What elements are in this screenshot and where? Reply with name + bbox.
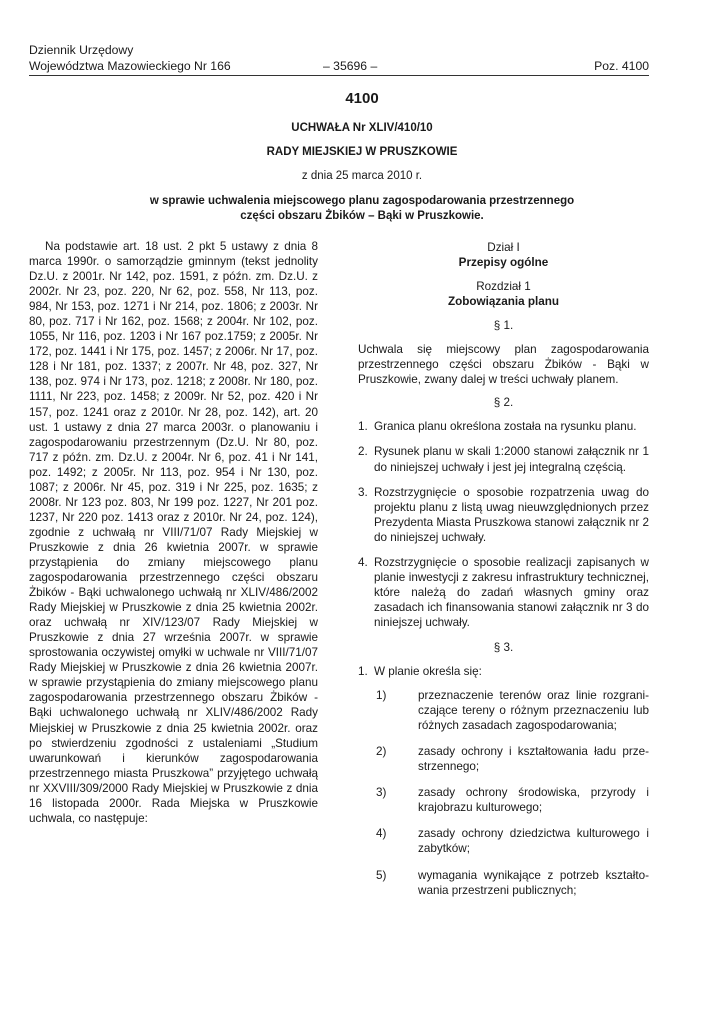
section-3-list	[358, 688, 649, 898]
item-text: przeznaczenie terenów oraz linie rozgraniczające tereny o różnym przeznaczeniu lub różnych zasadach zagospodarowania;	[418, 689, 649, 733]
section-1-text: Uchwala się miejscowy plan zagospodarowania przestrzennego części obszaru Żbików - Bąki w Pruszkowie, zwany dalej w treści uchwały planem.	[358, 343, 649, 387]
item-number: 1)	[376, 689, 387, 703]
left-column	[29, 239, 318, 826]
item-number: 4)	[376, 827, 387, 841]
section-3-mark: § 3.	[493, 640, 514, 654]
section-2-list	[358, 419, 649, 630]
item-text: wymagania wynikające z potrzeb kształtowania przestrzeni publicznych;	[418, 868, 649, 897]
division-title: Przepisy ogólne	[458, 256, 549, 270]
right-column	[358, 240, 649, 909]
resolution-date: z dnia 25 marca 2010 r.	[301, 170, 423, 182]
item-text: Rozstrzygnięcie o sposobie realizacji zapisanych w planie inwestycji z zakresu infrastruktury technicznej, które należą do zadań własnych gminy oraz zasadach ich finansowania stanowi załącznik nr 3 do niniejszej uchwały.	[374, 555, 649, 629]
list-item	[358, 485, 649, 545]
item-number: 1.	[358, 420, 368, 434]
journal-region: Województwa Mazowieckiego Nr 166	[29, 59, 231, 73]
item-text: Rozstrzygnięcie o sposobie rozpatrzenia uwag do projektu planu z listą uwag nieuwzględnionych przez Prezydenta Miasta Pruszkowa stanowi załącznik nr 2 do niniejszej uchwały.	[374, 485, 649, 544]
item-number: 4.	[358, 555, 368, 569]
list-item	[358, 444, 649, 474]
list-item	[358, 419, 649, 434]
preamble-paragraph: Na podstawie art. 18 ust. 2 pkt 5 ustawy z dnia 8 marca 1990r. o samorządzie gminnym (tekst jednolity Dz.U. z 2001r. Nr 142, poz. 1591, z późn. zm. Dz.U. z 2002r. Nr 23, poz. 220, Nr 62, poz. 558, Nr 113, poz. 984, Nr 153, poz. 1271 i Nr 214, poz. 1806; z 2003r. Nr 80, poz. 717 i Nr 162, poz. 1568; z 2004r. Nr 102, poz. 1055, Nr 116, poz. 1203 i Nr 167 poz.1759; z 2005r. Nr 172, poz. 1441 i Nr 175, poz. 1457; z 2006r. Nr 17, poz. 128 i Nr 181, poz. 1337; z 2007r. Nr 48, poz. 327, Nr 138, poz. 974 i Nr 173, poz. 1218; z 2008r. Nr 180, poz. 1111, Nr 223, poz. 1458; z 2009r. Nr 52, poz. 420 i Nr 157, poz. 1241 oraz z 2010r. Nr 28, poz. 142), art. 20 ust. 1 ustawy z dnia 27 marca 2003r. o planowaniu i zagospodarowaniu przestrzennym (Dz.U. Nr 80, poz. 717 z późn. zm. Dz.U. z 2004r. Nr 6, poz. 41 i Nr 141, poz. 1492; z 2005r. Nr 113, poz. 954 i Nr 130, poz. 1087; z 2006r. Nr 45, poz. 319 i Nr 225, poz. 1635; z 2008r. Nr 123 poz. 803, Nr 199 poz. 1227, Nr 201 poz. 1237, Nr 220 poz. 1413 oraz z 2010r. Nr 24, poz. 124), zgodnie z uchwałą nr VIII/71/07 Rady Miejskiej w Pruszkowie z dnia 26 kwietnia 2007r. w sprawie przystąpienia do zmiany miejscowego planu zagospodarowania przestrzennego części obszaru Żbików - Bąki uchwalonego uchwałą nr XLIV/486/2002 Rady Miejskiej w Pruszkowie z dnia 25 kwietnia 2002r. oraz uchwałą nr XIV/123/07 Rady Miejskiej w Pruszkowie z dnia 27 września 2007r. w sprawie sprostowania oczywistej omyłki w uchwale nr VIII/71/07 Rady Miejskiej w Pruszkowie z dnia 26 kwietnia 2007r. w sprawie przystąpienia do zmiany miejscowego planu zagospodarowania przestrzennego obszaru Żbików - Bąki uchwalonego uchwałą nr XLIV/486/2002 Rady Miejskiej w Pruszkowie z dnia 25 kwietnia 2002r. oraz po stwierdzeniu zgodności z ustaleniami „Studium uwarunkowań i kierunków zagospodarowania przestrzennego miasta Pruszkowa” przyjętego uchwałą nr XXVIII/309/2000 Rady Miejskiej w Pruszkowie z dnia 16 listopada 2000r. Rada Miejska w Pruszkowie uchwala, co następuje:	[29, 240, 318, 825]
item-text: zasady ochrony dziedzictwa kulturowego i zabytków;	[418, 827, 649, 856]
subject-line-1: w sprawie uchwalenia miejscowego planu zagospodarowania przestrzennego	[149, 195, 575, 207]
item-number: 2.	[358, 445, 368, 459]
chapter-label: Rozdział 1	[476, 280, 531, 294]
council-title: RADY MIEJSKIEJ W PRUSZKOWIE	[266, 146, 458, 158]
page-number: – 35696 –	[323, 59, 378, 73]
item-text: W planie określa się:	[374, 665, 482, 679]
section-1-mark: § 1.	[493, 319, 514, 333]
list-item	[358, 868, 649, 898]
page-header	[29, 42, 649, 74]
list-item	[358, 688, 649, 733]
item-number: 3.	[358, 485, 368, 499]
list-item	[358, 555, 649, 630]
resolution-title: UCHWAŁA Nr XLIV/410/10	[291, 122, 433, 134]
item-number: 3)	[376, 786, 387, 800]
division-label: Dział I	[487, 241, 520, 254]
item-text: Granica planu określona została na rysunku planu.	[374, 420, 637, 434]
item-number: 1.	[358, 665, 368, 679]
list-item	[358, 785, 649, 815]
subject-line-2: części obszaru Żbików – Bąki w Pruszkowie.	[240, 210, 484, 222]
header-divider	[29, 75, 649, 76]
item-number: 5)	[376, 868, 387, 882]
resolution-subject	[60, 194, 664, 224]
item-text: zasady ochrony środowiska, przyrody i krajobrazu kulturowego;	[418, 786, 649, 815]
item-number: 2)	[376, 745, 387, 759]
journal-name: Dziennik Urzędowy	[29, 43, 134, 57]
list-item	[358, 826, 649, 856]
section-3-intro	[358, 664, 649, 679]
list-item	[358, 744, 649, 774]
chapter-title: Zobowiązania planu	[447, 295, 560, 309]
section-2-mark: § 2.	[493, 396, 514, 410]
document-number: 4100	[345, 90, 379, 107]
item-text: zasady ochrony i kształtowania ładu przestrzennego;	[418, 745, 649, 774]
item-text: Rysunek planu w skali 1:2000 stanowi załącznik nr 1 do niniejszej uchwały i jest jej integralną częścią.	[374, 445, 649, 474]
position-number: Poz. 4100	[594, 59, 649, 73]
